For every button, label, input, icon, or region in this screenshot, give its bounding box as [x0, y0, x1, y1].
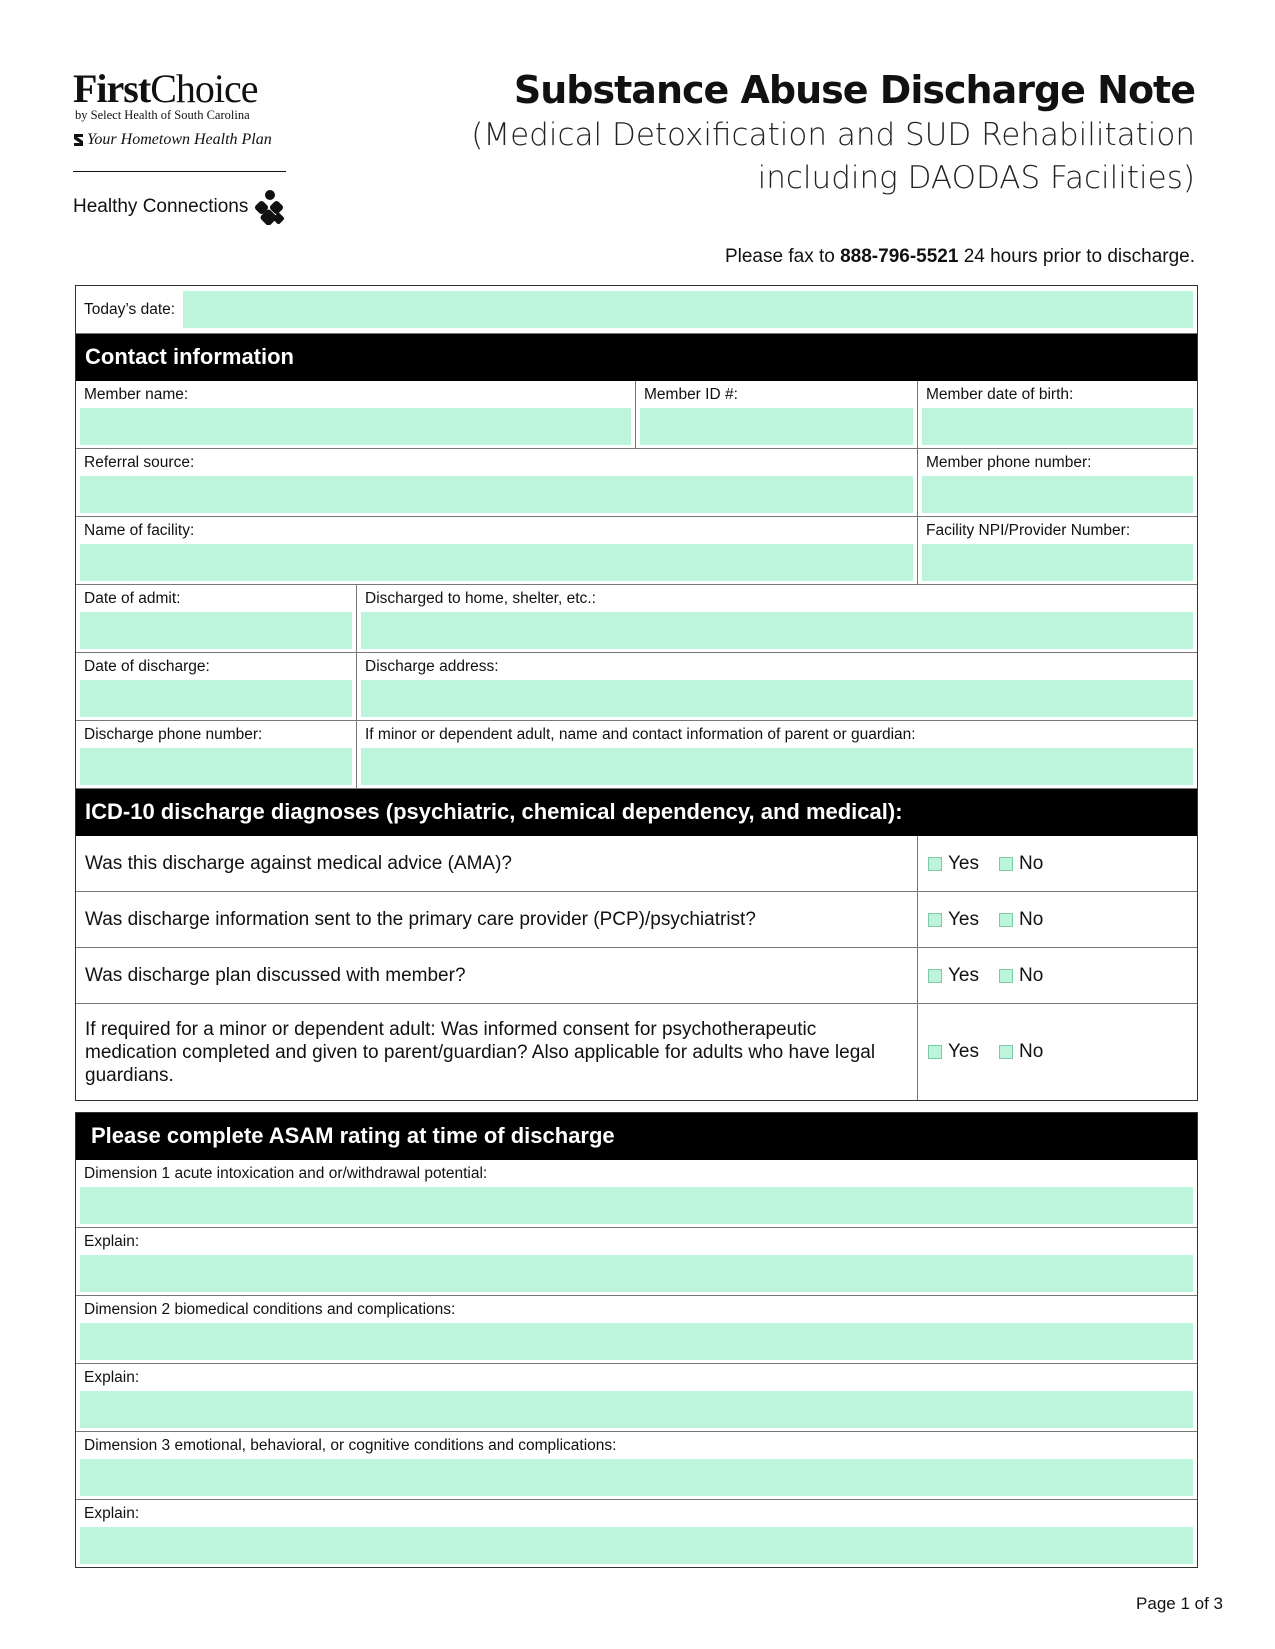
- form-title-block: [471, 66, 1195, 200]
- healthy-connections-logo: Healthy Connections: [73, 189, 298, 225]
- fax-number: 888-796-5521: [840, 246, 959, 267]
- facility-name-field[interactable]: [80, 544, 913, 581]
- icd10-header: ICD-10 discharge diagnoses (psychiatric, chemical dependency, and medical):: [76, 789, 1197, 836]
- discharge-address-field[interactable]: [361, 680, 1193, 717]
- dimension3-field[interactable]: [80, 1459, 1193, 1496]
- discharge-phone-label: Discharge phone number:: [84, 726, 263, 743]
- question-row: If required for a minor or dependent adult: Was informed consent for psychotherapeutic medication completed and given to parent/guardian? Also applicable for adults who have legal guardians. Yes No: [76, 1004, 1197, 1100]
- question-pcp: Was discharge information sent to the primary care provider (PCP)/psychiatrist?: [76, 892, 918, 947]
- pcp-no-checkbox[interactable]: [999, 913, 1013, 927]
- question-row: Was this discharge against medical advice (AMA)? Yes No: [76, 836, 1197, 892]
- facility-name-label: Name of facility:: [84, 522, 195, 539]
- discharge-phone-field[interactable]: [80, 748, 352, 785]
- discharge-address-label: Discharge address:: [365, 658, 499, 675]
- dimension1-explain-field[interactable]: [80, 1255, 1193, 1292]
- todays-date-row: [76, 286, 1197, 334]
- member-name-label: Member name:: [84, 386, 189, 403]
- question-plan-discussed: Was discharge plan discussed with member?: [76, 948, 918, 1003]
- form-subtitle-line1: (Medical Detoxification and SUD Rehabilitation: [471, 117, 1195, 153]
- page-number: Page 1 of 3: [1136, 1594, 1223, 1613]
- discharged-to-label: Discharged to home, shelter, etc.:: [365, 590, 596, 607]
- dimension1-field[interactable]: [80, 1187, 1193, 1224]
- consent-yes-checkbox[interactable]: [928, 1045, 942, 1059]
- explain-label: Explain:: [84, 1233, 140, 1250]
- form-subtitle-line2: including DAODAS Facilities): [757, 160, 1195, 196]
- logo-divider: [73, 171, 286, 172]
- firstchoice-logo: [73, 66, 298, 225]
- ama-yes-checkbox[interactable]: [928, 857, 942, 871]
- facility-npi-label: Facility NPI/Provider Number:: [926, 522, 1131, 539]
- guardian-info-label: If minor or dependent adult, name and contact information of parent or guardian:: [365, 726, 916, 743]
- date-discharge-field[interactable]: [80, 680, 352, 717]
- facility-row: [76, 517, 1197, 585]
- dimension2-field[interactable]: [80, 1323, 1193, 1360]
- referral-source-field[interactable]: [80, 476, 913, 513]
- dimension3-label: Dimension 3 emotional, behavioral, or cognitive conditions and complications:: [84, 1437, 617, 1454]
- explain-label: Explain:: [84, 1505, 140, 1522]
- brand-name: FirstChoice: [73, 66, 258, 111]
- brand-mark-icon: [73, 133, 84, 147]
- pcp-yes-checkbox[interactable]: [928, 913, 942, 927]
- member-name-field[interactable]: [80, 408, 631, 445]
- guardian-info-field[interactable]: [361, 748, 1193, 785]
- question-informed-consent: If required for a minor or dependent adult: Was informed consent for psychotherapeutic medication completed and given to parent/guardian? Also applicable for adults who have legal guardians.: [76, 1004, 918, 1100]
- date-admit-label: Date of admit:: [84, 590, 181, 607]
- referral-row: [76, 449, 1197, 517]
- discharge-form: [75, 285, 1198, 1101]
- admit-row: [76, 585, 1197, 653]
- facility-npi-field[interactable]: [922, 544, 1193, 581]
- referral-source-label: Referral source:: [84, 454, 195, 471]
- discharge-phone-row: [76, 721, 1197, 789]
- member-id-field[interactable]: [640, 408, 913, 445]
- explain-label: Explain:: [84, 1369, 140, 1386]
- date-discharge-label: Date of discharge:: [84, 658, 210, 675]
- form-title: Substance Abuse Discharge Note: [513, 68, 1195, 112]
- dimension3-explain-field[interactable]: [80, 1527, 1193, 1564]
- fax-instructions: Please fax to 888-796-5521 24 hours prior to discharge.: [724, 246, 1195, 267]
- plan-yes-checkbox[interactable]: [928, 969, 942, 983]
- todays-date-label: Today’s date:: [84, 300, 176, 318]
- member-row: [76, 381, 1197, 449]
- member-phone-label: Member phone number:: [926, 454, 1092, 471]
- member-dob-label: Member date of birth:: [926, 386, 1074, 403]
- question-row: Was discharge information sent to the primary care provider (PCP)/psychiatrist? Yes No: [76, 892, 1197, 948]
- todays-date-field[interactable]: [183, 291, 1193, 328]
- brand-tagline: Your Hometown Health Plan: [73, 130, 298, 150]
- asam-header: Please complete ASAM rating at time of discharge: [76, 1113, 1197, 1160]
- brand-subtitle: by Select Health of South Carolina: [75, 108, 250, 122]
- dimension2-label: Dimension 2 biomedical conditions and complications:: [84, 1301, 456, 1318]
- discharge-date-row: [76, 653, 1197, 721]
- contact-info-header: Contact information: [76, 334, 1197, 381]
- dimension2-explain-field[interactable]: [80, 1391, 1193, 1428]
- question-ama: Was this discharge against medical advice (AMA)?: [76, 836, 918, 891]
- member-dob-field[interactable]: [922, 408, 1193, 445]
- asam-rating-form: [75, 1112, 1198, 1568]
- member-phone-field[interactable]: [922, 476, 1193, 513]
- consent-no-checkbox[interactable]: [999, 1045, 1013, 1059]
- ama-no-checkbox[interactable]: [999, 857, 1013, 871]
- member-id-label: Member ID #:: [644, 386, 738, 403]
- discharged-to-field[interactable]: [361, 612, 1193, 649]
- question-row: Was discharge plan discussed with member? Yes No: [76, 948, 1197, 1004]
- healthy-connections-icon: [254, 189, 284, 225]
- date-admit-field[interactable]: [80, 612, 352, 649]
- dimension1-label: Dimension 1 acute intoxication and or/withdrawal potential:: [84, 1165, 488, 1182]
- plan-no-checkbox[interactable]: [999, 969, 1013, 983]
